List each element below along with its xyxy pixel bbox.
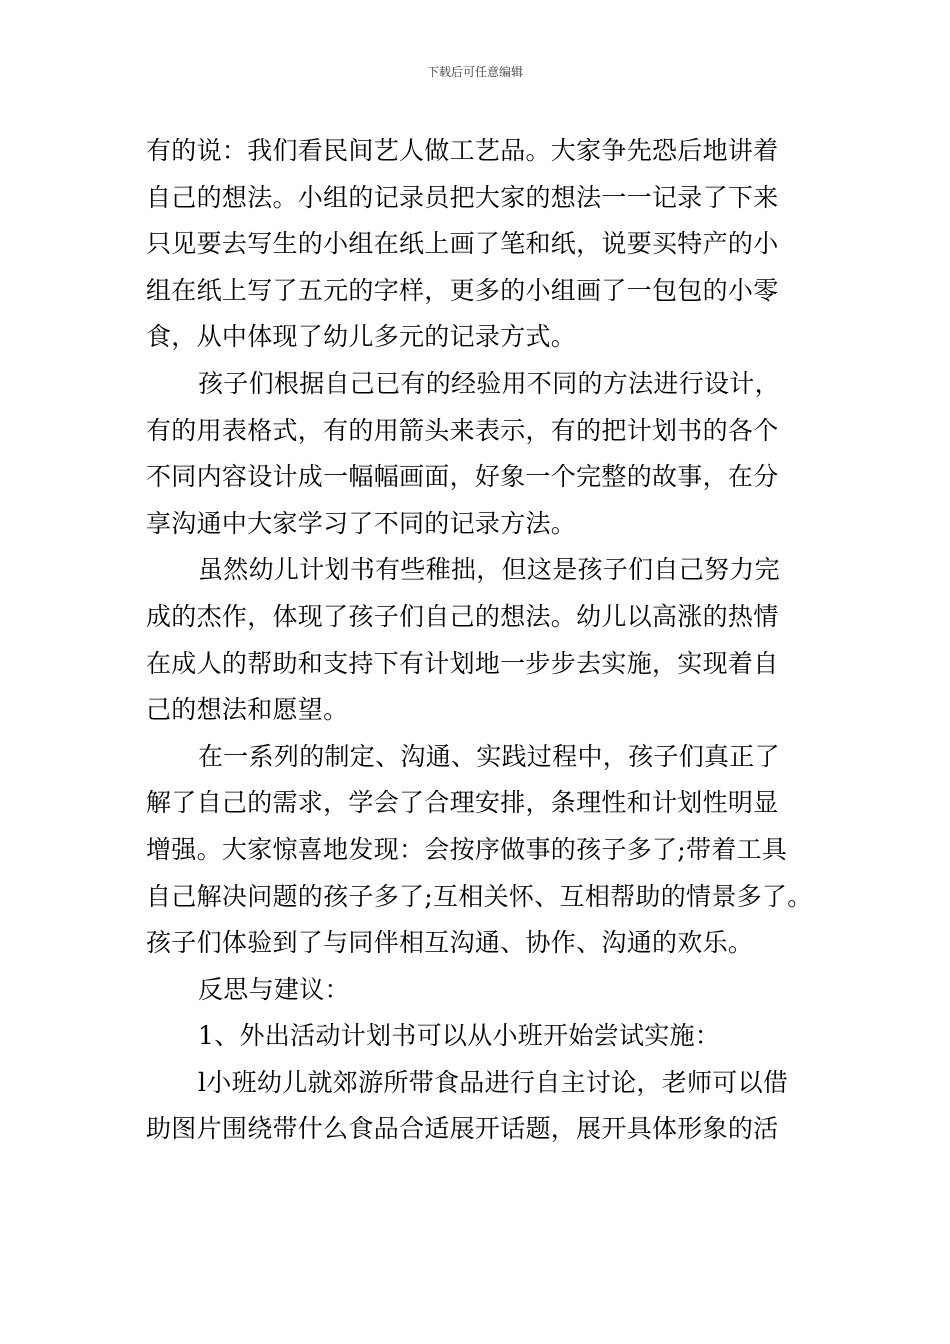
text-line: 孩子们根据自己已有的经验用不同的方法进行设计， bbox=[198, 368, 780, 398]
text-line: 只见要去写生的小组在纸上画了笔和纸，说要买特产的小 bbox=[146, 229, 779, 259]
paragraph-4 bbox=[146, 734, 816, 967]
paragraph-1 bbox=[146, 128, 816, 361]
page-header: 下载后可任意编辑 bbox=[426, 65, 523, 79]
text-line: 增强。大家惊喜地发现：会按序做事的孩子多了;带着工具 bbox=[146, 834, 788, 864]
text-line: 享沟通中大家学习了不同的记录方法。 bbox=[146, 508, 577, 538]
text-line: 成的杰作，体现了孩子们自己的想法。幼儿以高涨的热情 bbox=[146, 601, 779, 631]
text-line: 虽然幼儿计划书有些稚拙，但这是孩子们自己努力完 bbox=[198, 555, 780, 585]
text-line: l小班幼儿就郊游所带食品进行自主讨论，老师可以借 bbox=[198, 1067, 789, 1097]
text-line: 孩子们体验到了与同伴相互沟通、协作、沟通的欢乐。 bbox=[146, 928, 754, 958]
document-body bbox=[146, 128, 816, 1153]
text-line: 在一系列的制定、沟通、实践过程中，孩子们真正了 bbox=[198, 741, 780, 771]
text-line: 有的用表格式，有的用箭头来表示，有的把计划书的各个 bbox=[146, 415, 779, 445]
text-line: 自己的想法。小组的记录员把大家的想法一一记录了下来 bbox=[146, 182, 779, 212]
text-line: 食，从中体现了幼儿多元的记录方式。 bbox=[146, 322, 577, 352]
text-line: 组在纸上写了五元的字样，更多的小组画了一包包的小零 bbox=[146, 275, 779, 305]
paragraph-2 bbox=[146, 361, 816, 547]
text-line: 在成人的帮助和支持下有计划地一步步去实施，实现着自 bbox=[146, 648, 779, 678]
paragraph-3 bbox=[146, 547, 816, 733]
section-heading: 反思与建议： bbox=[198, 974, 350, 1004]
paragraph-7 bbox=[146, 1060, 816, 1153]
text-line: 有的说：我们看民间艺人做工艺品。大家争先恐后地讲着 bbox=[146, 136, 779, 165]
paragraph-5 bbox=[146, 967, 816, 1014]
text-line: 不同内容设计成一幅幅画面，好象一个完整的故事，在分 bbox=[146, 462, 779, 492]
text-line: 解了自己的需求，学会了合理安排，条理性和计划性明显 bbox=[146, 788, 779, 818]
paragraph-6 bbox=[146, 1013, 816, 1060]
text-line: 助图片围绕带什么食品合适展开话题，展开具体形象的活 bbox=[146, 1114, 779, 1144]
numbered-item: 1、外出活动计划书可以从小班开始尝试实施： bbox=[198, 1021, 721, 1051]
text-line: 己的想法和愿望。 bbox=[146, 695, 349, 725]
text-line: 自己解决问题的孩子多了;互相关怀、互相帮助的情景多了。 bbox=[146, 881, 813, 911]
